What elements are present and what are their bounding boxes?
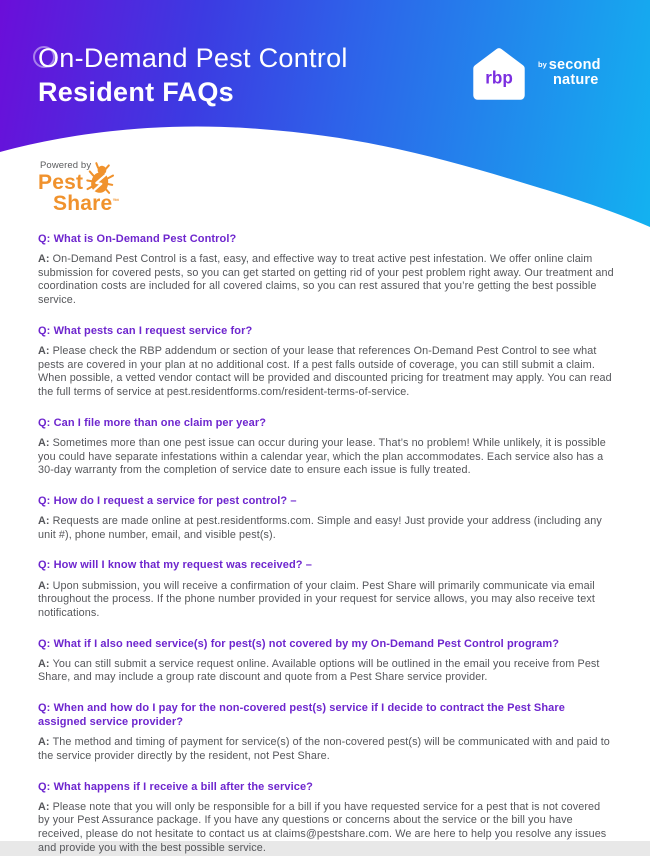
trademark-symbol: ™: [112, 198, 120, 206]
answer-label: A:: [38, 344, 50, 357]
faq-answer: [38, 515, 614, 542]
faq-item: [38, 416, 614, 478]
second-nature-line1: second: [548, 56, 601, 73]
faq-question: Q: How do I request a service for pest control? –: [38, 494, 297, 507]
answer-text: Upon submission, you will receive a confirmation of your claim. Pest Share will primarily communicate via email throughout the process. If the phone number provided in your request for service allows, you may also receive text notifications.: [38, 579, 595, 619]
answer-text: On-Demand Pest Control is a fast, easy, and effective way to treat active pest infestation. We offer online claim submission for covered pests, so you can get started on getting rid of your pest problem right away. Our treatment and coordination costs are included for all covered claims, so you can rest assured that you’re getting the best possible service.: [38, 253, 614, 307]
answer-text: You can still submit a service request online. Available options will be outlined in the email you receive from Pest Share, and may include a group rate discount and quote from a Pest Share service provider.: [38, 657, 600, 684]
faq-answer: [38, 801, 614, 856]
beetle-icon: [87, 162, 114, 195]
faq-item: [38, 494, 614, 542]
answer-label: A:: [38, 579, 50, 592]
faq-question: Q: What if I also need service(s) for pest(s) not covered by my On-Demand Pest Control program?: [38, 637, 560, 650]
faq-item: [38, 780, 614, 856]
faq-list: [0, 232, 650, 856]
faq-answer: [38, 253, 614, 308]
faq-answer: [38, 658, 614, 685]
pestshare-word-share: Share: [53, 192, 113, 215]
faq-answer: [38, 736, 614, 763]
faq-question: Q: When and how do I pay for the non-covered pest(s) service if I decide to contract the Pest Share assigned service provider?: [38, 702, 565, 729]
faq-answer: [38, 345, 614, 400]
pestshare-logo: [38, 160, 119, 215]
answer-text: Sometimes more than one pest issue can occur during your lease. That’s no problem! While unlikely, it is possible you could have separate infestations within a calendar year, which the plan accommodates. Each service also has a 30-day warranty from the completion of service date to ensure each issue is fully treated.: [38, 436, 606, 477]
answer-label: A:: [38, 515, 50, 528]
faq-question: Q: What happens if I receive a bill after the service?: [38, 780, 313, 793]
powered-by-label: Powered by: [40, 160, 92, 171]
answer-label: A:: [38, 253, 50, 266]
faq-question: Q: What is On-Demand Pest Control?: [38, 233, 237, 245]
faq-item: [38, 701, 614, 764]
faq-question: Q: What pests can I request service for?: [38, 324, 253, 337]
answer-label: A:: [38, 736, 50, 749]
answer-text: Please note that you will only be responsible for a bill if you have requested service for a pest that is not covered by your Pest Assurance package. If you have any questions or concerns about the service or the bill you have received, please do not hesitate to contact us at claims@pestshare.com. We are here to help you resolve any issues and provide you with the best possible service.: [38, 800, 607, 854]
answer-label: A:: [38, 800, 50, 813]
faq-item: [38, 324, 614, 400]
answer-label: A:: [38, 657, 50, 670]
second-nature-line2: nature: [553, 72, 599, 89]
rbp-badge-text: rbp: [485, 67, 513, 88]
faq-question: Q: Can I file more than one claim per year?: [38, 416, 267, 429]
by-label: by: [538, 59, 547, 69]
answer-label: A:: [38, 436, 50, 449]
answer-text: Please check the RBP addendum or section of your lease that references On-Demand Pest Control to see what pests are covered in your plan at no additional cost. If a pest falls outside of coverage, you can still submit a claim. When possible, a vetted vendor contact will be provided and discounted pricing for treatment may apply. You can read the full terms of service at pest.residentforms.com/resident-terms-of-service.: [38, 344, 612, 399]
pestshare-word-pest: Pest: [38, 171, 84, 194]
faq-answer: [38, 580, 614, 621]
faq-question: Q: How will I know that my request was received? –: [38, 559, 312, 572]
answer-text: The method and timing of payment for service(s) of the non-covered pest(s) will be communicated with and paid to the service provider directly by the resident, not Pest Share.: [38, 736, 610, 762]
faq-answer: [38, 437, 614, 478]
faq-item: [38, 232, 614, 308]
faq-item: [38, 637, 614, 685]
answer-text: Requests are made online at pest.residentforms.com. Simple and easy! Just provide your address (including any unit #), phone number, email, and visible pest(s).: [38, 515, 602, 541]
document-title: On-Demand Pest Control: [38, 43, 348, 73]
document-subtitle: Resident FAQs: [38, 77, 234, 107]
faq-item: [38, 558, 614, 620]
